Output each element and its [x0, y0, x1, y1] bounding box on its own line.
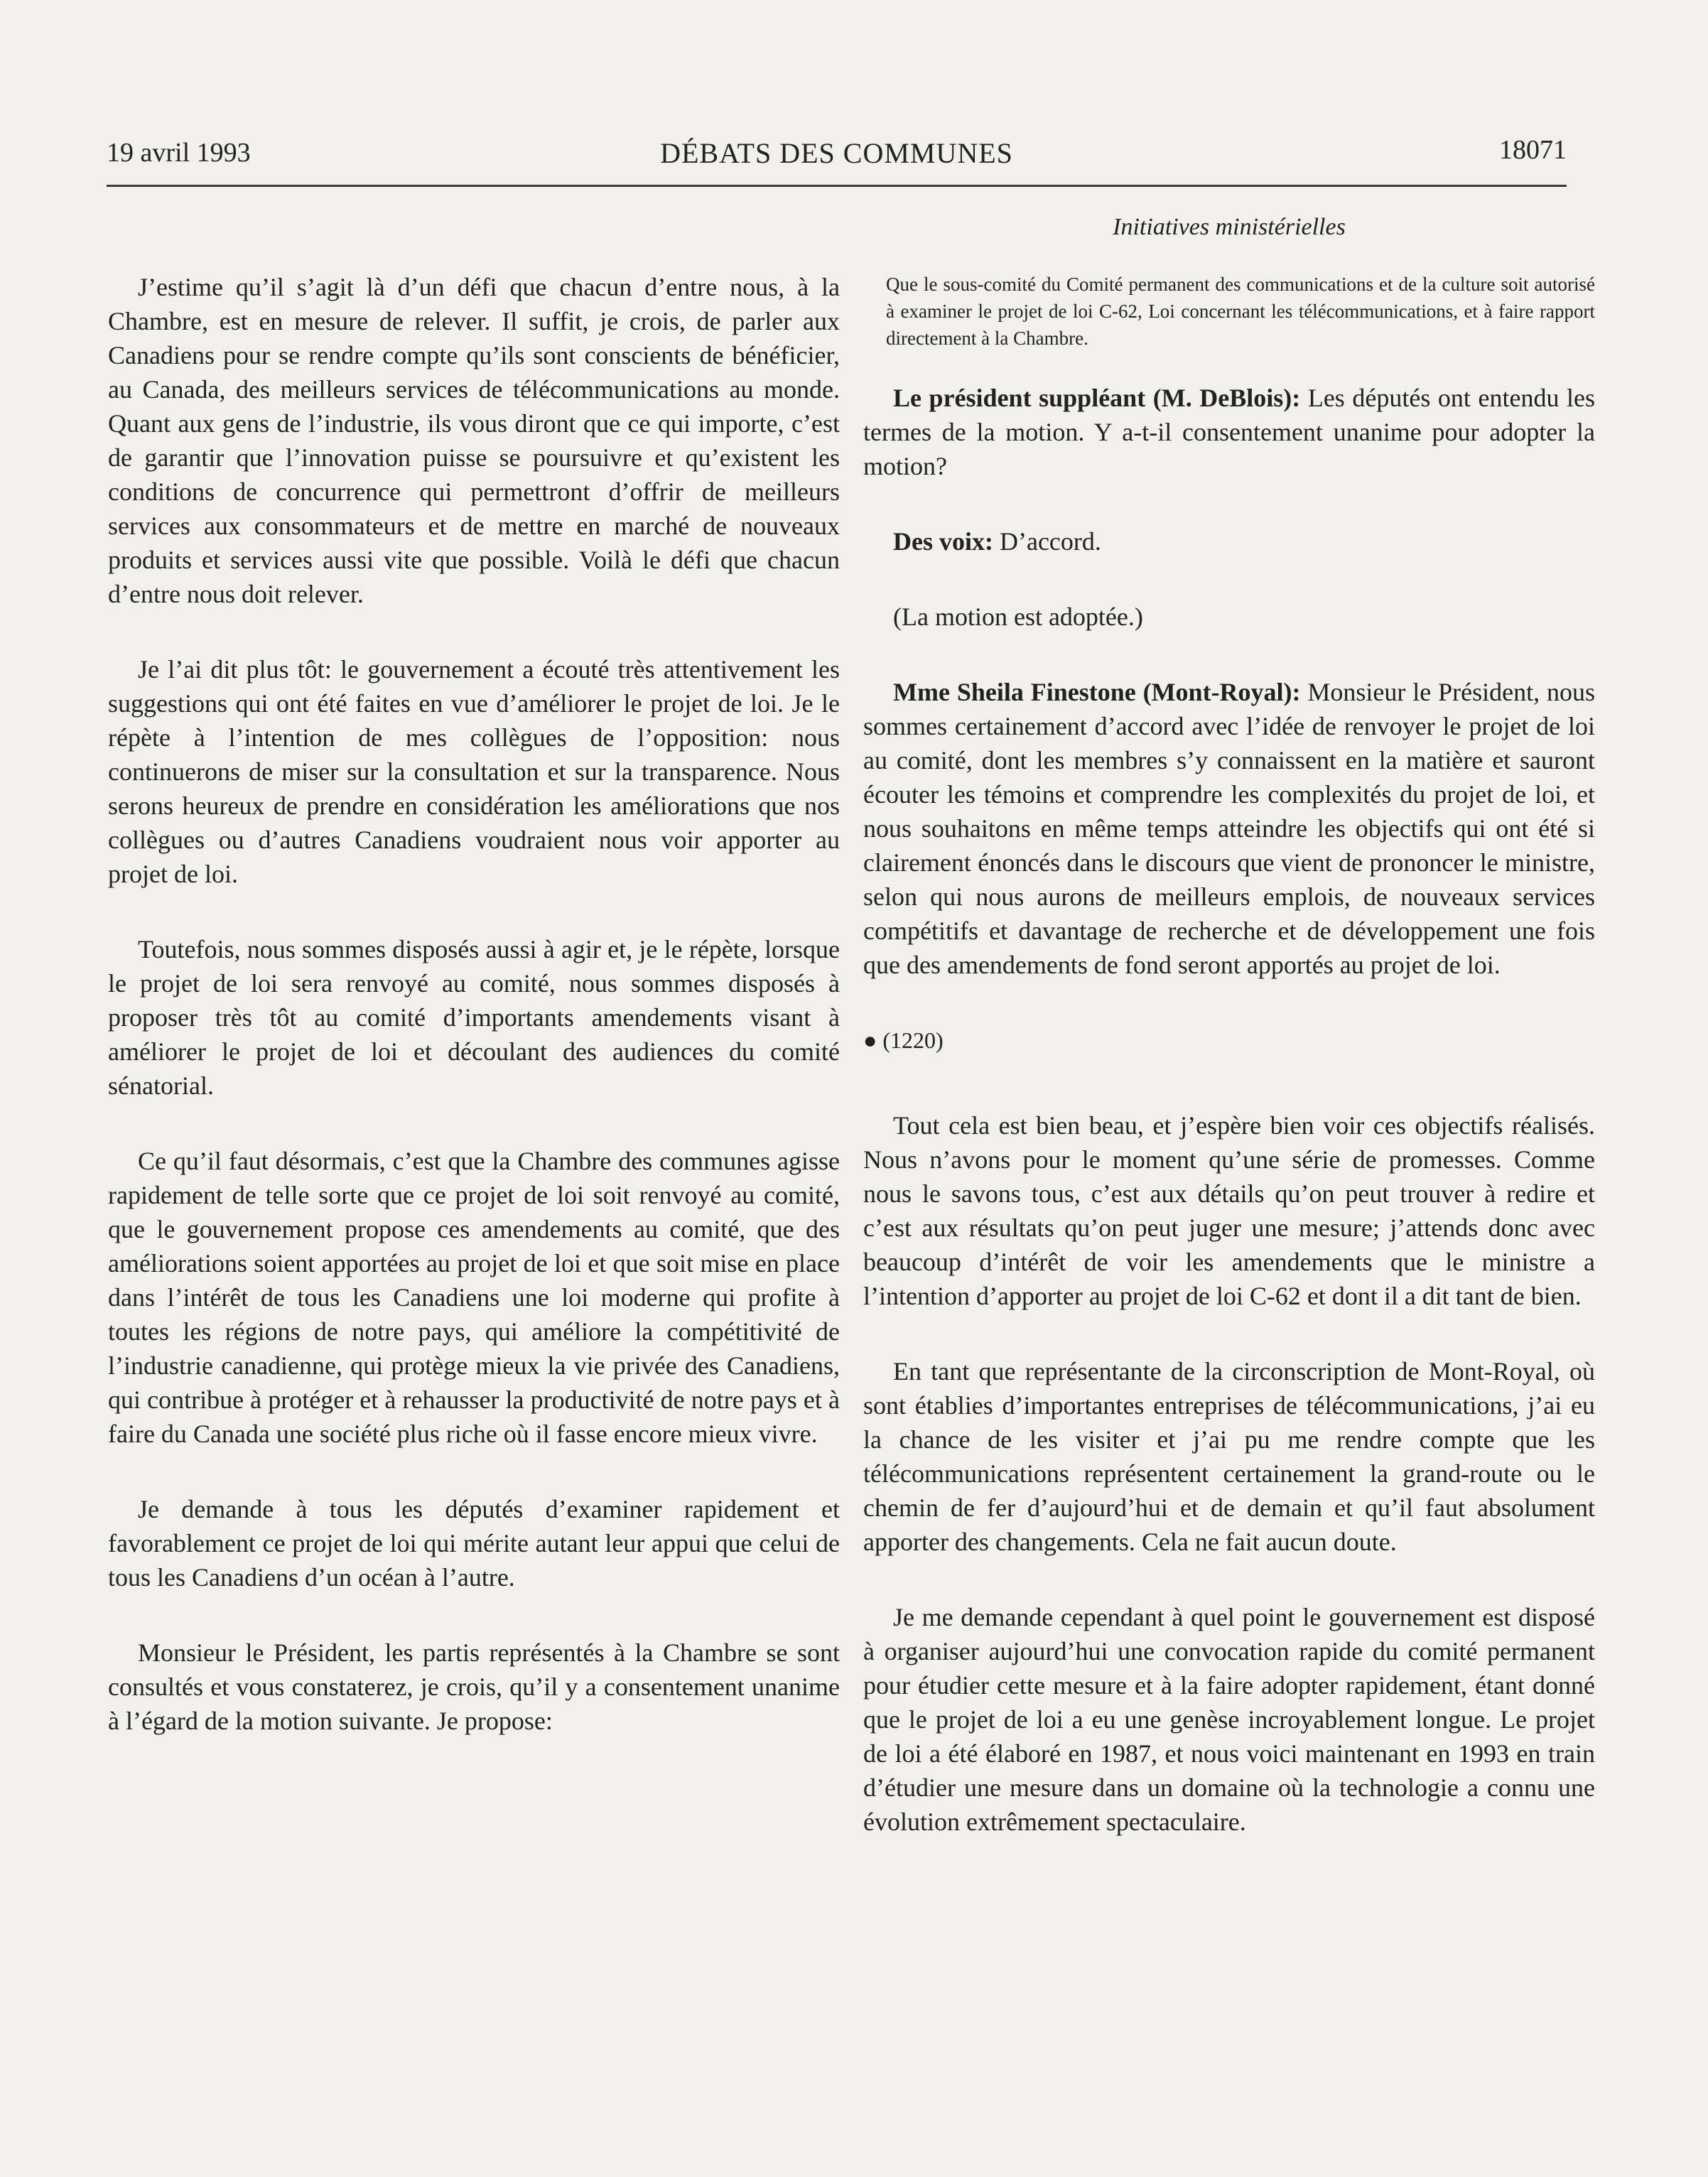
- page-header: [107, 135, 1567, 175]
- paragraph: Tout cela est bien beau, et j’espère bien voir ces objectifs réalisés. Nous n’avons pour le moment qu’une série de promesses. Comme nous le savons tous, c’est aux détails qu’on peut trouver à redire et c’est aux résultats qu’on peut juger une mesure; j’attends donc avec beaucoup d’intérêt de voir les amendements que le ministre a l’intention d’apporter au projet de loi C-62 et dont il a dit tant de bien.: [863, 1111, 1595, 1310]
- paragraph: En tant que représentante de la circonscription de Mont-Royal, où sont établies d’importantes entreprises de télécommunications, j’ai eu la chance de les visiter et j’ai pu me rendre compte que les télécommunications représentent certainement la grand-route ou le chemin de fer d’aujourd’hui et de demain et qu’il faut absolument apporter des changements. Cela ne fait aucun doute.: [863, 1356, 1595, 1556]
- timestamp: [863, 1023, 1595, 1057]
- header-date: 19 avril 1993: [107, 138, 251, 168]
- timestamp-text: (1220): [882, 1027, 944, 1053]
- left-column: [108, 213, 840, 1779]
- paragraph: Je me demande cependant à quel point le gouvernement est disposé à organiser aujourd’hui une convocation rapide du comité permanent pour étudier cette mesure et à la faire adopter rapidement, étant donné que le projet de loi a eu une genèse incroyablement longue. Le projet de loi a été élaboré en 1987, et nous voici maintenant en 1993 en train d’étudier une mesure dans un domaine où la technologie a connu une évolution extrêmement spectaculaire.: [863, 1602, 1595, 1836]
- motion-result: (La motion est adoptée.): [893, 602, 1143, 631]
- bullet-icon: ●: [863, 1027, 877, 1053]
- paragraph: Je demande à tous les députés d’examiner rapidement et favorablement ce projet de loi qui mérite autant leur appui que celui de tous les Canadiens d’un océan à l’autre.: [108, 1495, 840, 1592]
- speech-text: Les députés ont entendu les termes de la motion. Y a-t-il consentement unanime pour adopter la motion?: [863, 383, 1595, 480]
- finestone-paragraph: [863, 675, 1595, 982]
- speaker-name: Mme Sheila Finestone (Mont-Royal):: [893, 677, 1301, 706]
- paragraph: Je l’ai dit plus tôt: le gouvernement a écouté très attentivement les suggestions qui ont été faites en vue d’améliorer le projet de loi. Je le répète à l’intention de mes collègues de l’opposition: nous continuerons de miser sur la consultation et sur la transparence. Nous serons heureux de prendre en considération les améliorations que nos collègues ou d’autres Canadiens voudraient nous voir apporter au projet de loi.: [108, 655, 840, 888]
- speech-text: D’accord.: [993, 526, 1101, 556]
- header-title: DÉBATS DES COMMUNES: [660, 137, 1013, 169]
- speech-text: Monsieur le Président, nous sommes certainement d’accord avec l’idée de renvoyer le projet de loi au comité, dont les membres s’y connaissent en la matière et sauront écouter les témoins et comprendre les complexités du projet de loi, et nous souhaitons en même temps atteindre les objectifs qui ont été si clairement énoncés dans le discours que vient de prononcer le ministre, selon qui nous aurons de meilleurs emplois, de nouveaux services compétitifs et davantage de recherche et de développement une fois que des amendements de fond seront apportés au projet de loi.: [863, 677, 1595, 979]
- speaker-name: Le président suppléant (M. DeBlois):: [893, 383, 1301, 412]
- motion-text: Que le sous-comité du Comité permanent des communications et de la culture soit autorisé à examiner le projet de loi C-62, Loi concernant les télécommunications, et à faire rapport directement à la Chambre.: [886, 273, 1595, 350]
- header-rule: [107, 185, 1567, 187]
- header-page-number: 18071: [1499, 135, 1567, 165]
- paragraph: Ce qu’il faut désormais, c’est que la Chambre des communes agisse rapidement de telle sorte que ce projet de loi soit renvoyé au comité, que le gouvernement propose ces amendements au comité, que des améliorations soient apportées au projet de loi et que soit mise en place dans l’intérêt de tous les Canadiens une loi moderne qui profite à toutes les régions de notre pays, qui améliore la compétitivité de l’industrie canadienne, qui protège mieux la vie privée des Canadiens, qui contribue à protéger et à rehausser la productivité de notre pays et à faire du Canada une société plus riche où il fasse encore mieux vivre.: [108, 1147, 840, 1448]
- paragraph: Toutefois, nous sommes disposés aussi à agir et, je le répète, lorsque le projet de loi sera renvoyé au comité, nous sommes disposés à proposer très tôt au comité d’importants amendements visant à améliorer le projet de loi et découlant des audiences du comité sénatorial.: [108, 935, 840, 1100]
- voices-paragraph: [863, 524, 1595, 558]
- paragraph: J’estime qu’il s’agit là d’un défi que chacun d’entre nous, à la Chambre, est en mesure de relever. Il suffit, je crois, de parler aux Canadiens pour se rendre compte qu’ils sont conscients de bénéficier, au Canada, des meilleurs services de télécommunications au monde. Quant aux gens de l’industrie, ils vous diront que ce qui importe, c’est de garantir que l’innovation puisse se poursuivre et qu’existent les conditions de concurrence qui permettront d’offrir de meilleurs services aux consommateurs et de mettre en marché de nouveaux produits et services aussi vite que possible. Voilà le défi que chacun d’entre nous doit relever.: [108, 273, 840, 608]
- right-column: [863, 213, 1595, 1880]
- section-heading: Initiatives ministérielles: [1113, 214, 1346, 240]
- speaker-name: Des voix:: [893, 526, 993, 556]
- deputy-speaker-paragraph: [863, 381, 1595, 483]
- paragraph: Monsieur le Président, les partis représentés à la Chambre se sont consultés et vous constaterez, je crois, qu’il y a consentement unanime à l’égard de la motion suivante. Je propose:: [108, 1638, 840, 1735]
